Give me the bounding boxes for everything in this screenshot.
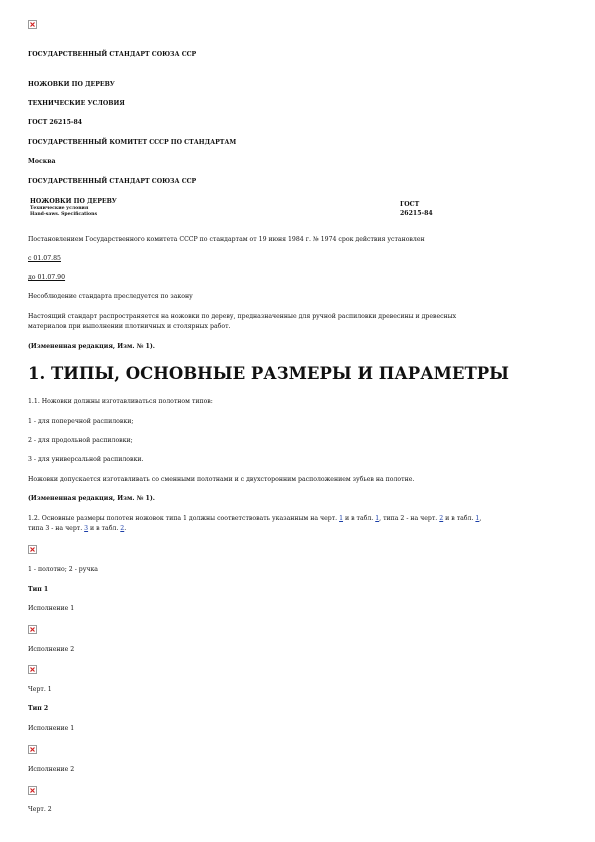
clause-text: и в табл.	[445, 515, 474, 522]
drawing-2-link[interactable]: 2	[439, 515, 444, 522]
broken-image-icon	[28, 786, 37, 795]
amendment-note: (Измененная редакция, Изм. № 1).	[28, 343, 155, 350]
title-block-name-en: Hand-saws. Specifications	[30, 212, 98, 217]
table-2-link[interactable]: 2	[120, 525, 125, 532]
compliance-text: Несоблюдение стандарта преследуется по закону	[28, 293, 193, 300]
title-block-name: НОЖОВКИ ПО ДЕРЕВУ	[30, 198, 117, 205]
document-title: НОЖОВКИ ПО ДЕРЕВУ	[28, 81, 115, 88]
clause-1-2-line-1	[28, 515, 481, 523]
version-1-label: Исполнение 1	[28, 605, 75, 612]
table-1-link-b[interactable]: 1	[475, 515, 480, 522]
type-2-heading: Тип 2	[28, 705, 49, 712]
title-block-gost-label: ГОСТ	[400, 201, 420, 208]
state-standard-heading-2: ГОСУДАРСТВЕННЫЙ СТАНДАРТ СОЮЗА ССР	[28, 178, 197, 185]
clause-text: .	[124, 525, 127, 532]
clause-text: и в табл.	[344, 515, 374, 522]
type-2-version-2-label: Исполнение 2	[28, 766, 75, 773]
type-3-item: 3 - для универсальной распиловки.	[28, 456, 144, 463]
date-from: с 01.07.85	[28, 255, 61, 262]
section-heading: 1. ТИПЫ, ОСНОВНЫЕ РАЗМЕРЫ И ПАРАМЕТРЫ	[28, 364, 510, 383]
clause-1-2-line-2	[28, 525, 126, 533]
amendment-note-2: (Измененная редакция, Изм. № 1).	[28, 495, 155, 502]
broken-image-icon	[28, 665, 37, 674]
type-2-version-1-label: Исполнение 1	[28, 725, 75, 732]
type-1-heading: Тип 1	[28, 586, 49, 593]
clause-1-1: 1.1. Ножовки должны изготавливаться полотном типов:	[28, 398, 213, 405]
clause-text: и в табл.	[90, 525, 119, 532]
clause-text: ,	[479, 515, 482, 522]
committee-name: ГОСУДАРСТВЕННЫЙ КОМИТЕТ СССР ПО СТАНДАРТАМ	[28, 139, 237, 146]
state-standard-heading: ГОСУДАРСТВЕННЫЙ СТАНДАРТ СОЮЗА ССР	[28, 51, 197, 58]
date-to: до 01.07.90	[28, 274, 66, 281]
table-1-link[interactable]: 1	[375, 515, 380, 522]
broken-image-icon	[28, 625, 37, 634]
broken-image-icon	[28, 20, 37, 29]
clause-text: , типа 2 - на черт.	[379, 515, 438, 522]
drawing-1-caption: Черт. 1	[28, 686, 52, 693]
city: Москва	[28, 158, 56, 165]
version-2-label: Исполнение 2	[28, 646, 75, 653]
scope-text-1: Настоящий стандарт распространяется на ножовки по дереву, предназначенные для ручной распиловки древесины и древесных	[28, 313, 457, 320]
resolution-text: Постановлением Государственного комитета СССР по стандартам от 19 июня 1984 г. № 1974 срок действия установлен	[28, 236, 425, 243]
document-subtitle: ТЕХНИЧЕСКИЕ УСЛОВИЯ	[28, 100, 125, 107]
clause-text: типа 3 - на черт.	[28, 525, 83, 532]
title-block-gost-number: 26215-84	[400, 210, 433, 217]
clause-text: 1.2. Основные размеры полотен ножовок типа 1 должны соответствовать указанным на черт.	[28, 515, 338, 522]
scope-text-2: материалов при выполнении плотничных и столярных работ.	[28, 323, 231, 330]
broken-image-icon	[28, 545, 37, 554]
gost-number: ГОСТ 26215-84	[28, 119, 83, 126]
broken-image-icon	[28, 745, 37, 754]
drawing-1-link[interactable]: 1	[339, 515, 344, 522]
type-1-item: 1 - для поперечной распиловки;	[28, 418, 134, 425]
title-block-name-tech: Технические условия	[30, 206, 89, 211]
drawing-3-link[interactable]: 3	[84, 525, 89, 532]
figure-legend: 1 - полотно; 2 - ручка	[28, 566, 98, 573]
removable-blades-text: Ножовки допускается изготавливать со сменными полотнами и с двухсторонним расположением зубьев на полотне.	[28, 476, 415, 483]
type-2-item: 2 - для продольной распиловки;	[28, 437, 133, 444]
drawing-2-caption: Черт. 2	[28, 806, 52, 813]
